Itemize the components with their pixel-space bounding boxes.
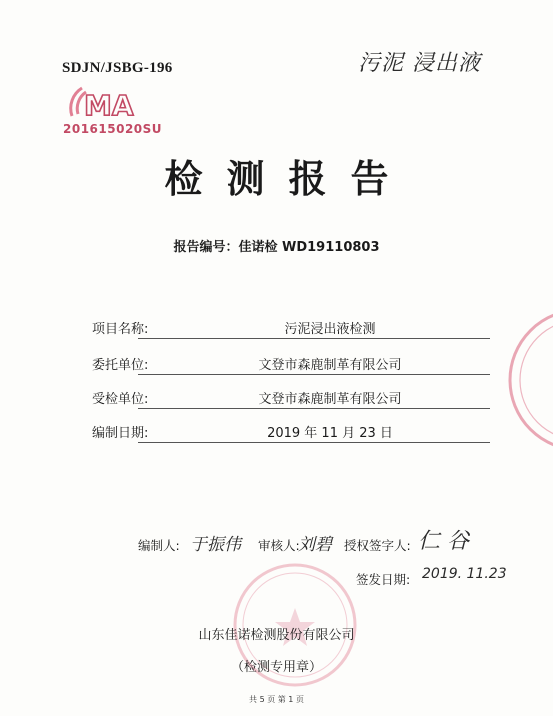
company-name: 山东佳诺检测股份有限公司 bbox=[198, 628, 355, 643]
authorized-signature: 仁 谷 bbox=[418, 529, 469, 554]
field-value-client: 文登市森鹿制革有限公司 bbox=[258, 358, 402, 373]
handwritten-note: 污泥 浸出液 bbox=[358, 51, 481, 76]
page-footer: 共 5 页 第 1 页 bbox=[249, 695, 304, 704]
field-label-inspected: 受检单位: bbox=[92, 392, 149, 407]
report-number: 报告编号：佳诺检 WD19110803 bbox=[173, 240, 380, 255]
authorized-label: 授权签字人: bbox=[344, 538, 411, 553]
cma-number: 201615020SU bbox=[63, 122, 163, 136]
standard-code: SDJN/JSBG-196 bbox=[62, 60, 173, 76]
field-underline bbox=[138, 338, 490, 339]
field-value-project: 污泥浸出液检测 bbox=[284, 322, 376, 337]
field-underline bbox=[138, 442, 490, 443]
prepared-by-signature: 于振伟 bbox=[190, 535, 241, 555]
issue-date-label: 签发日期: bbox=[356, 572, 411, 587]
issue-date-value: 2019. 11.23 bbox=[422, 566, 507, 582]
field-value-inspected: 文登市森鹿制革有限公司 bbox=[258, 392, 402, 407]
side-seal bbox=[500, 300, 553, 460]
page-title: 检测报告 bbox=[164, 157, 413, 201]
reviewed-by-signature: 刘碧 bbox=[298, 535, 332, 555]
field-underline bbox=[138, 408, 490, 409]
field-label-date: 编制日期: bbox=[92, 426, 149, 441]
field-underline bbox=[138, 374, 490, 375]
prepared-by-label: 编制人: bbox=[138, 538, 180, 553]
reviewed-by-label: 审核人: bbox=[258, 538, 300, 553]
field-value-date: 2019 年 11 月 23 日 bbox=[267, 426, 393, 441]
cma-logo-text: MA bbox=[84, 89, 134, 122]
field-label-client: 委托单位: bbox=[92, 358, 149, 373]
stamp-use-label: （检测专用章） bbox=[230, 660, 322, 675]
field-label-project: 项目名称: bbox=[92, 322, 149, 337]
